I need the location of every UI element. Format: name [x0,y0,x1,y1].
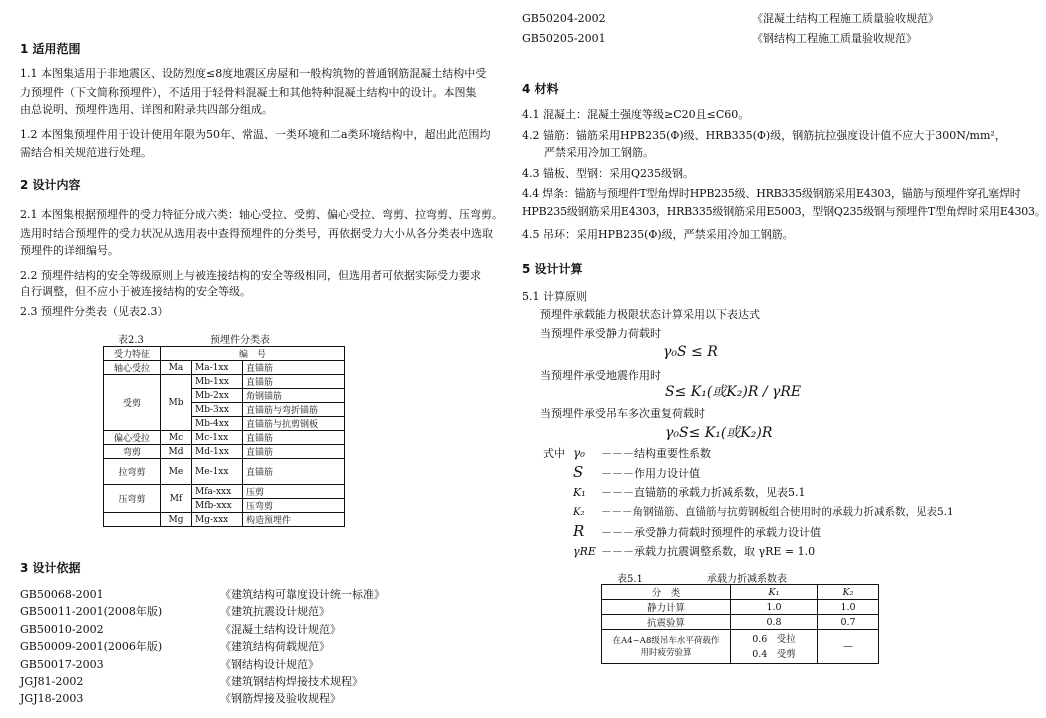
ref-item: GB50009-2001(2006年版) 《建筑结构荷载规范》 [20,640,330,654]
table-row [104,347,345,361]
table-cell: 编 号 [161,347,345,361]
table-cell: 0.6 受拉 0.4 受剪 [731,630,818,664]
ref-item: GB50204-2002 《混凝土结构工程施工质量验收规范》 [522,12,939,25]
table-row [602,615,879,630]
ref-item: JGJ81-2002 《建筑钢结构焊接技术规程》 [20,675,363,689]
equation-seismic: S≤ K₁(或K₂)R / γRE [665,384,802,400]
table-cell: 0.8 [731,615,818,630]
table-cell: Me [161,459,192,485]
definition-row: R －－－承受静力荷载时预埋件的承载力设计值 [573,522,821,540]
table-cell: Md [161,445,192,459]
table-row [104,361,345,375]
table-cell: 0.7 [818,615,879,630]
section-4-title: 4 材料 [522,82,559,96]
table-cell: 偏心受拉 [104,431,161,445]
definition-row: γ₀ －－－结构重要性系数 [573,446,711,460]
table-cell: Mg [161,513,192,527]
para-4-1: 4.1 混凝土：混凝土强度等级≥C20且≤C60。 [522,108,750,121]
table-cell: K₂ [818,585,879,600]
symbol-definitions [573,444,954,561]
table-cell: 分 类 [602,585,731,600]
table-2-3 [103,346,345,527]
table-cell: Ma-1xx [192,361,243,375]
table-cell: Me-1xx [192,459,243,485]
ref-item: JGJ18-2003 《钢筋焊接及验收规程》 [20,692,341,706]
table-5-1-caption: 表5.1 [617,574,643,585]
table-cell: Mc-1xx [192,431,243,445]
table-5-1-title: 承载力折减系数表 [707,574,787,585]
para-1-2: 1.2 本图集预埋件用于设计使用年限为50年、常温、一类环境和二a类环境结构中，超出此范围均 需结合相关规范进行处理。 [20,128,491,159]
table-cell: Mb-1xx [192,375,243,389]
para-2-3: 2.3 预埋件分类表（见表2.3） [20,305,169,318]
table-2-3-caption: 表2.3 [118,335,144,346]
table-cell: Mb-4xx [192,417,243,431]
table-cell: 轴心受拉 [104,361,161,375]
section-5-title: 5 设计计算 [522,262,583,276]
ref-item: GB50205-2001 《钢结构工程施工质量验收规范》 [522,32,917,45]
ref-list-left [20,586,385,708]
table-cell: Mf [161,485,192,513]
equation-fatigue: γ₀S≤ K₁(或K₂)R [665,425,773,441]
ref-item: GB50068-2001 《建筑结构可靠度设计统一标准》 [20,588,385,601]
ref-item: GB50011-2001(2008年版) 《建筑抗震设计规范》 [20,605,330,619]
definition-row: K₁ －－－直锚筋的承载力折减系数，见表5.1 [573,486,806,499]
table-cell: 在A4~A8级吊车水平荷载作 用时疲劳验算 [602,630,731,664]
table-cell: — [818,630,879,664]
table-cell: Mc [161,431,192,445]
section-3-title: 3 设计依据 [20,561,81,575]
table-cell: 直锚筋 [243,459,345,485]
table-row [602,630,879,664]
para-4-2: 4.2 锚筋：锚筋采用HPB235(Φ)级、HRB335(Φ)级，钢筋抗拉强度设计值不应大于300N/mm²， 严禁采用冷加工钢筋。 [522,129,1006,159]
section-1-title: 1 适用范围 [20,42,81,56]
table-cell: 1.0 [818,600,879,615]
table-cell: 角钢锚筋 [243,389,345,403]
table-cell: Mfb-xxx [192,499,243,513]
table-cell: 拉弯剪 [104,459,161,485]
table-cell: Mb-3xx [192,403,243,417]
ref-list-right [522,9,939,49]
table-cell: Ma [161,361,192,375]
table-5-1 [601,584,879,664]
table-cell: Mfa-xxx [192,485,243,499]
table-cell: 1.0 [731,600,818,615]
table-row [104,459,345,485]
table-cell: 直锚筋 [243,431,345,445]
para-5-1: 5.1 计算原则 [522,290,587,303]
case-fatigue: 当预埋件承受吊车多次重复荷载时 [540,407,705,420]
where-label: 式中 [543,447,565,460]
table-row [104,513,345,527]
para-5-intro: 预埋件承载能力极限状态计算采用以下表达式 [540,308,760,321]
definition-row: K₂ －－－角钢锚筋、直锚筋与抗剪钢板组合使用时的承载力折减系数，见表5.1 [573,506,954,518]
ref-item: GB50010-2002 《混凝土结构设计规范》 [20,622,341,636]
table-cell: 抗震验算 [602,615,731,630]
table-cell: 直锚筋 [243,445,345,459]
case-static: 当预埋件承受静力荷载时 [540,327,661,340]
table-cell: 受力特征 [104,347,161,361]
table-row [104,375,345,389]
table-cell: 构造预埋件 [243,513,345,527]
definition-row: γRE －－－承载力抗震调整系数，取 γRE = 1.0 [573,545,816,558]
table-cell: 受剪 [104,375,161,431]
table-row [104,485,345,499]
table-cell: 压弯剪 [243,499,345,513]
para-4-4: 4.4 焊条：锚筋与预埋件T型角焊时HPB235级、HRB335级钢筋采用E4303，锚筋与预埋件穿孔塞焊时 HPB235级钢筋采用E4303，HRB335级钢筋采用E5003，型钢Q235级钢与预埋件T型角焊时采用E4303。 [522,187,1046,218]
table-row [104,431,345,445]
table-cell: 压弯剪 [104,485,161,513]
table-cell: 弯剪 [104,445,161,459]
para-4-5: 4.5 吊环：采用HPB235(Φ)级，严禁采用冷加工钢筋。 [522,228,794,241]
table-cell: 直锚筋与弯折锚筋 [243,403,345,417]
table-cell: K₁ [731,585,818,600]
table-row [602,585,879,600]
table-cell: 静力计算 [602,600,731,615]
para-1-1: 1.1 本图集适用于非地震区、设防烈度≤8度地震区房屋和一般构筑物的普通钢筋混凝土结构中受 力预埋件（下文简称预埋件），不适用于轻骨料混凝土和其他特种混凝土结构中的设计。本图集 由总说明、预埋件选用、详图和附录共四部分组成。 [20,67,487,116]
table-cell: 直锚筋与抗剪钢板 [243,417,345,431]
table-cell: 直锚筋 [243,375,345,389]
table-cell: Md-1xx [192,445,243,459]
equation-static: γ₀S ≤ R [663,344,718,360]
section-2-title: 2 设计内容 [20,178,81,192]
table-cell: Mg-xxx [192,513,243,527]
table-2-3-title: 预埋件分类表 [210,335,270,346]
case-seismic: 当预埋件承受地震作用时 [540,369,661,382]
table-cell: 直锚筋 [243,361,345,375]
table-cell: 压剪 [243,485,345,499]
para-2-2: 2.2 预埋件结构的安全等级原则上与被连接结构的安全等级相同，但选用者可依据实际受力要求 自行调整，但不应小于被连接结构的安全等级。 [20,269,481,298]
para-4-3: 4.3 锚板、型钢：采用Q235级钢。 [522,167,695,180]
table-row [104,445,345,459]
table-cell: Mb [161,375,192,431]
ref-item: GB50017-2003 《钢结构设计规范》 [20,657,319,671]
para-2-1: 2.1 本图集根据预埋件的受力特征分成六类：轴心受拉、受剪、偏心受拉、弯剪、拉弯剪、压弯剪。 选用时结合预埋件的受力状况从选用表中查得预埋件的分类号，再依据受力大小从各分类表中选取 预埋件的详细编号。 [20,208,503,257]
table-cell: Mb-2xx [192,389,243,403]
table-row [602,600,879,615]
definition-row: S －－－作用力设计值 [573,463,700,481]
table-cell [104,513,161,527]
